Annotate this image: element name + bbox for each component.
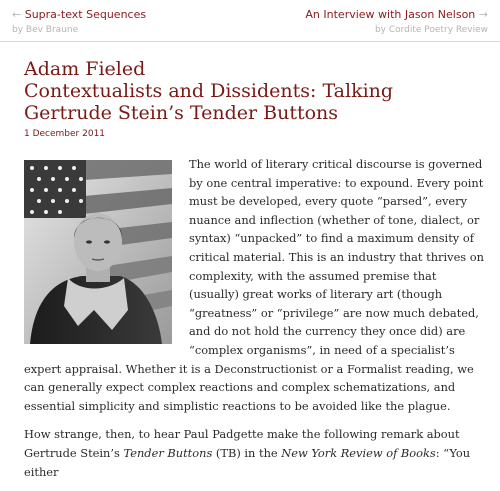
article-author: Adam Fieled xyxy=(24,58,146,80)
previous-post-title: Supra-text Sequences xyxy=(24,8,147,21)
article-paragraph-2 xyxy=(24,425,484,481)
paragraph-2-text-b: (TB) in the xyxy=(212,445,282,460)
previous-post-link[interactable] xyxy=(12,8,146,22)
book-title-tender-buttons: Tender Buttons xyxy=(123,445,213,460)
article-body xyxy=(24,155,484,491)
previous-post-byline: by Bev Braune xyxy=(12,25,79,35)
image-float-spacer xyxy=(24,155,189,345)
next-post-byline: by Cordite Poetry Review xyxy=(374,25,488,35)
article-date: 1 December 2011 xyxy=(24,129,106,139)
paragraph-2-text-c: : “You either xyxy=(24,445,471,479)
right-arrow-icon: → xyxy=(478,8,488,21)
next-post-link[interactable] xyxy=(305,8,488,22)
publication-title: New York Review of Books xyxy=(281,445,436,460)
paragraph-2-text-a: How strange, then, to hear Paul Padgette make the following remark about Gertrude Stein’s xyxy=(24,427,460,460)
next-post xyxy=(305,8,488,37)
post-navigation xyxy=(0,0,500,42)
next-post-title: An Interview with Jason Nelson xyxy=(305,8,476,21)
article-title: Contextualists and Dissidents: Talking Gertrude Stein’s Tender Buttons xyxy=(24,80,394,124)
article-paragraph-1: The world of literary critical discourse is governed by one central imperative: to expound. Every point must be developed, every quote “parsed”, every nuance and inflection (whether of tone, dialect, or syntax) “unpacked” to find a maximum density of critical material. This is an industry that thrives on complexity, with the assumed premise that (usually) great works of literary art (though “greatness” or “privilege” are now much debated, and do not hold the currency they once did) are “complex organisms”, in need of a specialist’s expert appraisal. Whether it is a Deconstructionist or a Formalist reading, we can generally expect complex reactions and complex schematizations, and essential simplicity and simplistic reactions to be avoided like the plague. xyxy=(24,157,484,413)
left-arrow-icon: ← xyxy=(12,8,22,21)
article-header xyxy=(24,58,484,140)
previous-post xyxy=(12,8,146,37)
